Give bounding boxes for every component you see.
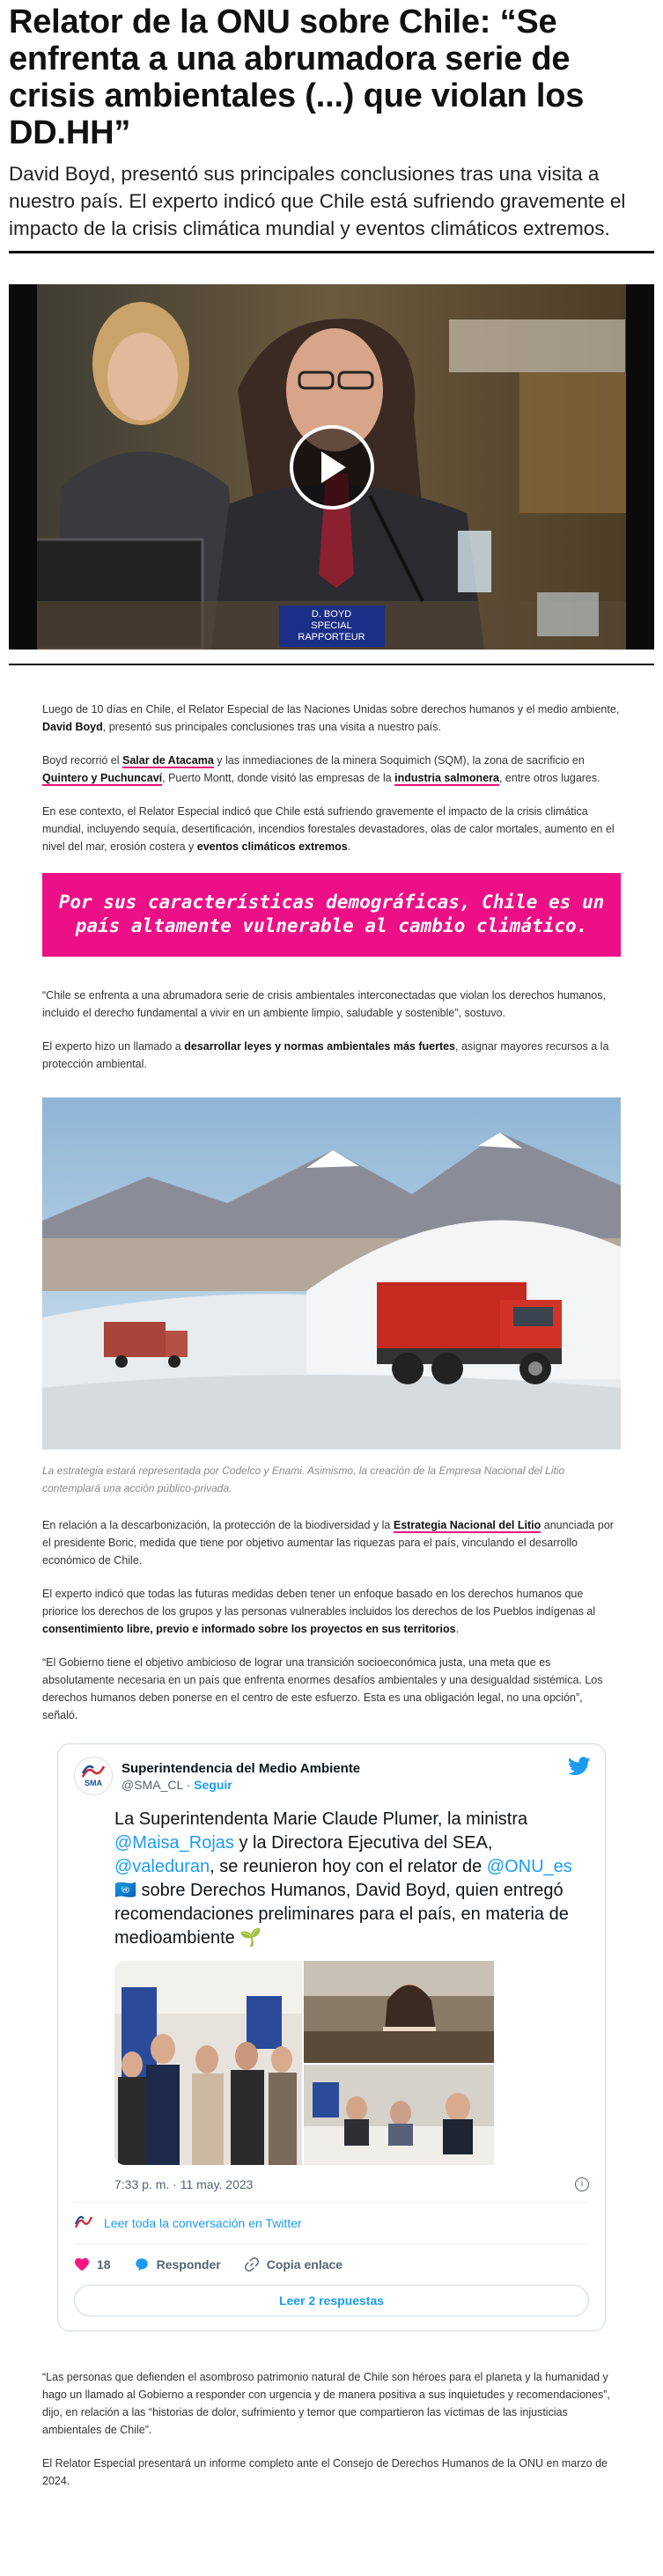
video-player[interactable] [9,284,654,650]
follow-button[interactable]: Seguir [194,1777,232,1792]
text: La Superintendenta Marie Claude Plumer, la ministra [114,1809,528,1829]
tweet-handle[interactable]: @SMA_CL [122,1777,183,1792]
paragraph [42,752,621,787]
play-icon [316,450,348,485]
paragraph [42,1516,621,1569]
text: , Puerto Montt, donde visitó las empresas de la [162,772,395,784]
read-conversation-row[interactable] [74,2213,589,2233]
pull-quote [42,873,621,957]
text: El experto indicó que todas las futuras medidas deben tener un enfoque basado en los derechos humanos que priorice los derechos de los grupos y las personas vulnerables incluidos los derechos de los Pueblos indígenas al [42,1588,596,1618]
avatar-label: SMA [85,1779,102,1787]
paragraph [42,1585,621,1638]
paragraph [42,701,621,736]
tweet-header [74,1757,589,1795]
paragraph: “Chile se enfrenta a una abrumadora serie de crisis ambientales interconectadas que violan los derechos humanos, incluido el derecho fundamental a vivir en un ambiente limpio, saludable y sostenible”, sostuvo. [42,989,606,1019]
tweet-meta [114,2177,589,2191]
text: El experto hizo un llamado a [42,1040,185,1053]
paragraph: “El Gobierno tiene el objetivo ambicioso de lograr una transición socioeconómica justa, una meta que es absolutamente necesaria en un país que enfrenta enormes desafíos ambientales y una desigualdad sistémica. Los derechos humanos deben ponerse en el centro de este esfuerzo. Esta es una obligación legal, no una opción”, señaló. [42,1656,603,1721]
link-salar-de-atacama[interactable]: Salar de Atacama [122,754,214,767]
pull-quote-text: Por sus características demográficas, Chile es un país altamente vulnerable al cambio climático. [58,891,605,936]
text: En ese contexto, el Relator Especial indicó que Chile está sufriendo gravemente el impacto de la crisis climática mundial, incluyendo sequía, desertificación, incendios forestales devastadores, olas de calor mortales, aumento en el nivel del mar, erosión costera y [42,805,615,853]
heart-icon [74,2257,90,2271]
divider [9,251,654,253]
salar-truck-photo [42,1097,621,1449]
text: 🇺🇳 sobre Derechos Humanos, David Boyd, quien entregó recomendaciones preliminares para el país, en materia de medioambiente 🌱 [114,1881,569,1948]
tweet-photo-grid[interactable] [114,1961,589,2165]
group-photo [114,1961,302,2165]
text: , entre otros lugares. [498,772,600,784]
link-icon [244,2257,260,2272]
sma-logo-icon [74,2213,93,2233]
reply-label: Responder [156,2257,221,2271]
like-button[interactable] [74,2257,111,2271]
nameplate-title: SPECIAL RAPPORTEUR [298,620,365,642]
tweet-author-block [122,1761,360,1792]
link-estrategia-nacional-litio[interactable]: Estrategia Nacional del Litio [393,1519,541,1531]
article-deck: David Boyd, presentó sus principales conclusiones tras una visita a nuestro país. El experto indicó que Chile está sufriendo gravemente el impacto de la crisis climática mundial y eventos climáticos extremos. [9,163,626,239]
mention-link[interactable]: @Maisa_Rojas [114,1833,234,1853]
bold-text: eventos climáticos extremos [196,840,348,853]
article-image [42,1097,621,1449]
video-letterbox-left [9,284,37,650]
link-industria-salmonera[interactable]: industria salmonera [394,772,499,784]
table-meeting-photo [304,2065,494,2165]
link-quintero-puchuncavi[interactable]: Quintero y Puchuncaví [42,772,163,784]
reply-button[interactable] [134,2257,221,2272]
text: . [347,840,351,853]
text: . [455,1623,460,1635]
tweet-embed[interactable] [57,1743,606,2331]
copy-link-label: Copia enlace [266,2257,343,2271]
paragraph: El Relator Especial presentará un informe completo ante el Consejo de Derechos Humanos de la ONU en marzo de 2024. [42,2457,608,2487]
sma-logo-icon [81,1765,106,1779]
mention-link[interactable]: @ONU_es [486,1857,572,1876]
speaker-nameplate [279,605,385,647]
tweet-text [114,1808,589,1950]
text: Luego de 10 días en Chile, el Relator Especial de las Naciones Unidas sobre derechos humanos y el medio ambiente, [42,703,620,716]
paragraph [42,803,621,855]
text: , asignar mayores recursos a la protección ambiental. [42,1040,609,1070]
text: anunciada por el presidente Boric, medida que tiene por objetivo aumentar las riquezas para el país, vinculando el desarrollo económico de Chile. [42,1519,614,1567]
article-headline: Relator de la ONU sobre Chile: “Se enfrenta a una abrumadora serie de crisis ambientales (...) que violan los DD.HH” [9,4,585,151]
mention-link[interactable]: @valeduran [114,1857,210,1876]
text: , se reunieron hoy con el relator de [210,1857,487,1876]
divider [74,2243,589,2244]
info-icon[interactable]: i [575,2177,589,2191]
tweet-handle-line [122,1778,360,1792]
read-conversation-link[interactable]: Leer toda la conversación en Twitter [104,2216,302,2230]
text: y las inmediaciones de la minera Soquimich (SQM), la zona de sacrificio en [213,754,585,767]
nameplate-name: D. BOYD [311,609,352,620]
article-body [0,701,663,855]
paragraph [42,1038,621,1073]
separator: · [182,1777,195,1792]
divider [9,664,654,665]
article-body [0,2368,663,2490]
tweet-author[interactable]: Superintendencia del Medio Ambiente [122,1760,361,1776]
divider [74,2202,589,2203]
copy-link-button[interactable] [244,2257,343,2272]
tweet-photo[interactable] [114,1961,302,2165]
read-replies-button[interactable]: Leer 2 respuestas [74,2285,589,2316]
article-body [0,987,663,1073]
play-button[interactable] [290,425,374,510]
text: y la Directora Ejecutiva del SEA, [233,1833,493,1853]
tweet-actions [74,2257,589,2272]
like-count: 18 [97,2257,111,2271]
avatar[interactable] [74,1757,113,1795]
tweet-photo[interactable] [304,2065,589,2165]
bold-text: desarrollar leyes y normas ambientales más fuertes [184,1040,456,1053]
image-caption: La estrategia estará representada por Codelco y Enami. Asimismo, la creación de la Empresa Nacional del Litio contemplará una acción público-privada. [42,1464,565,1494]
tweet-timestamp[interactable]: 7:33 p. m. · 11 may. 2023 [114,2177,254,2191]
tweet-photo[interactable] [304,1961,589,2063]
video-letterbox-right [626,284,654,650]
text: Boyd recorrió el [42,754,123,767]
text: En relación a la descarbonización, la protección de la biodiversidad y la [42,1519,394,1531]
meeting-photo [304,1961,494,2063]
paragraph: “Las personas que defienden el asombroso patrimonio natural de Chile son héroes para el planeta y la humanidad y hago un llamado al Gobierno a responder con urgencia y de manera positiva a sus inquietudes y recomendaciones”, dijo, en relación a las “historias de dolor, sufrimiento y temor que compartieron las víctimas de las injusticias ambientales de Chile”. [42,2371,610,2436]
text: , presentó sus principales conclusiones tras una visita a nuestro país. [102,721,442,733]
bold-text: David Boyd [42,721,103,733]
twitter-bird-icon[interactable] [568,1757,591,1776]
bold-text: consentimiento libre, previo e informado sobre los proyectos en sus territorios [42,1623,456,1635]
article-body [0,1516,663,1724]
reply-bubble-icon [134,2257,150,2272]
